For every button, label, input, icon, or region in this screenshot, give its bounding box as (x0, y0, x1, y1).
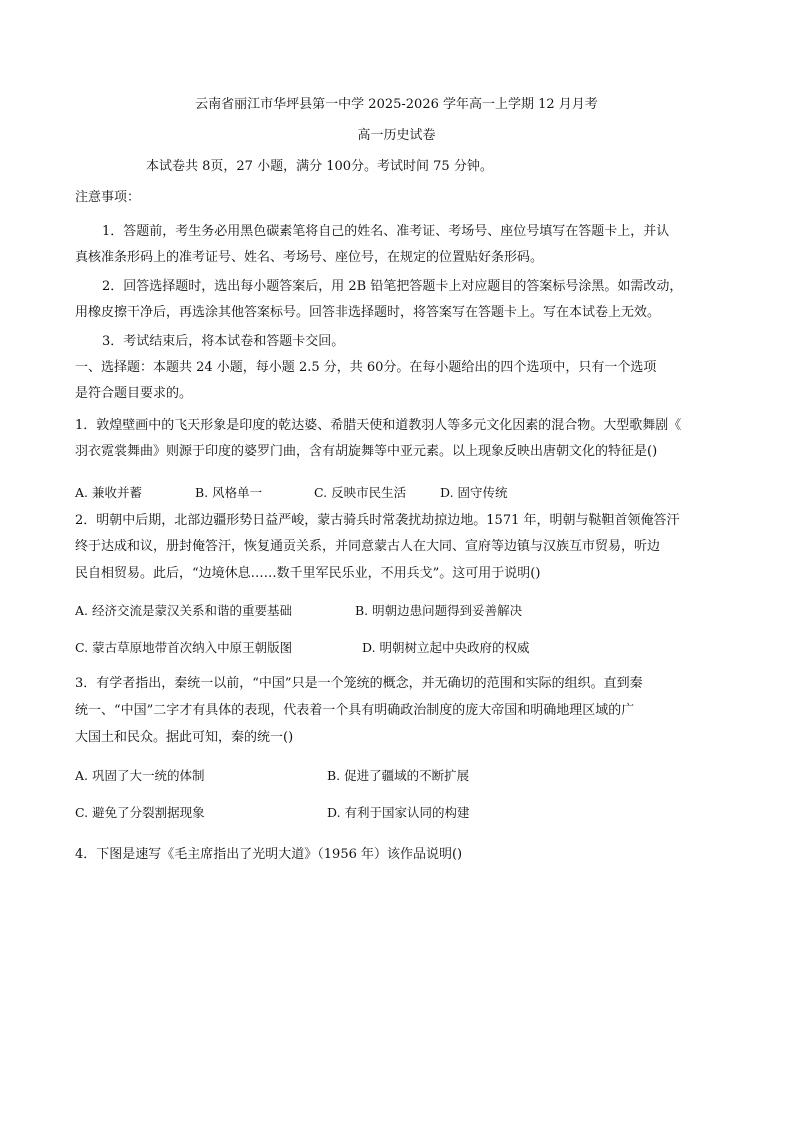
exam-subtitle: 高一历史试卷 (357, 128, 436, 143)
exam-title: 云南省丽江市华坪县第一中学 2025-2026 学年高一上学期 12 月月考 (195, 97, 598, 112)
question-1-option-d: D. 固守传统 (440, 485, 508, 500)
exam-info: 本试卷共 8页，27 小题，满分 100分。考试时间 75 分钟。 (146, 159, 493, 174)
notice-heading: 注意事项： (75, 190, 141, 205)
notice-item-2-line-2: 用橡皮擦干净后，再选涂其他答案标号。回答非选择题时，将答案写在答题卡上。写在本试卷上无效。 (75, 305, 661, 320)
question-4-line-1: 4．下图是速写《毛主席指出了光明大道》（1956 年）该作品说明() (75, 847, 463, 862)
question-2-line-3: 民自相贸易。此后，“边境休息……数千里军民乐业，不用兵戈”。这可用于说明() (75, 566, 541, 581)
notice-item-1-line-2: 真核准条形码上的准考证号、姓名、考场号、座位号，在规定的位置贴好条形码。 (75, 250, 544, 265)
question-2-option-a: A. 经济交流是蒙汉关系和谐的重要基础 (75, 603, 292, 618)
section-1-line-1: 一、选择题：本题共 24 小题，每小题 2.5 分，共 60分。在每小题给出的四个选项中，只有一个选项 (75, 360, 657, 375)
question-2-line-1: 2．明朝中后期，北部边疆形势日益严峻，蒙古骑兵时常袭扰劫掠边地。1571 年，明朝与鞑靼首领俺答汗 (75, 513, 680, 528)
notice-item-2-line-1: 2．回答选择题时，选出每小题答案后，用 2B 铅笔把答题卡上对应题目的答案标号涂黑。如需改动， (102, 279, 683, 294)
question-1-option-c: C. 反映市民生活 (314, 485, 407, 500)
question-3-option-a: A. 巩固了大一统的体制 (75, 768, 205, 783)
question-1-option-a: A. 兼收并蓄 (75, 485, 142, 500)
question-3-line-1: 3．有学者指出，秦统一以前，“中国”只是一个笼统的概念，并无确切的范围和实际的组织。直到秦 (75, 676, 643, 691)
question-3-line-3: 大国土和民众。据此可知，秦的统一() (75, 730, 294, 745)
question-2-option-c: C. 蒙古草原地带首次纳入中原王朝版图 (75, 640, 293, 655)
question-3-line-2: 统一、“中国”二字才有具体的表现，代表着一个具有明确政治制度的庞大帝国和明确地理区域的广 (75, 703, 635, 718)
question-2-option-b: B. 明朝边患问题得到妥善解决 (355, 603, 523, 618)
question-1-option-b: B. 风格单一 (195, 485, 263, 500)
question-1-line-2: 羽衣霓裳舞曲》则源于印度的婆罗门曲，含有胡旋舞等中亚元素。以上现象反映出唐朝文化的特征是() (75, 444, 658, 459)
notice-item-1-line-1: 1．答题前，考生务必用黑色碳素笔将自己的姓名、准考证、考场号、座位号填写在答题卡上，并认 (102, 224, 670, 239)
question-3-option-d: D. 有利于国家认同的构建 (327, 805, 470, 820)
question-3-option-c: C. 避免了分裂割据现象 (75, 805, 205, 820)
question-3-option-b: B. 促进了疆域的不断扩展 (327, 768, 470, 783)
notice-item-3: 3．考试结束后，将本试卷和答题卡交回。 (102, 334, 345, 349)
question-2-option-d: D. 明朝树立起中央政府的权威 (362, 640, 530, 655)
section-1-line-2: 是符合题目要求的。 (75, 386, 193, 401)
question-1-line-1: 1．敦煌壁画中的飞天形象是印度的乾达婆、希腊天使和道教羽人等多元文化因素的混合物。大型歌舞剧《 (75, 418, 682, 433)
question-2-line-2: 终于达成和议，册封俺答汗，恢复通贡关系，并同意蒙古人在大同、宣府等边镇与汉族互市贸易，听边 (75, 539, 661, 554)
